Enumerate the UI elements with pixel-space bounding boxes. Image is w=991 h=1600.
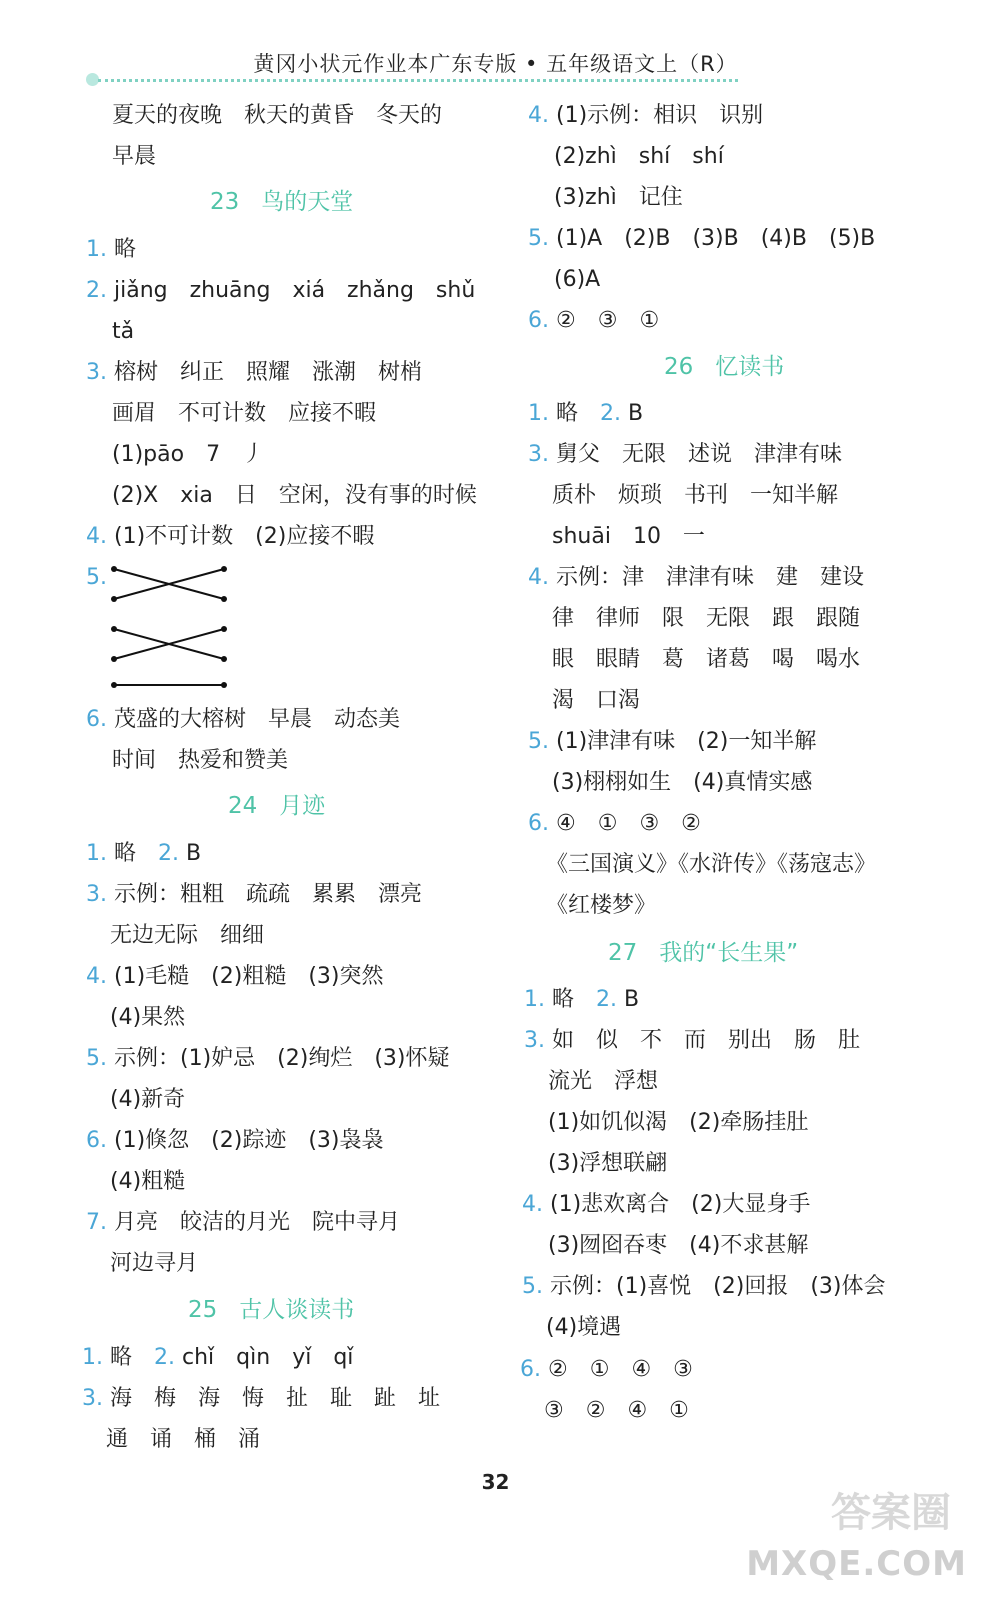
answer-line: shuāi 10 一 <box>552 524 705 549</box>
answer-text: ② ① ④ ③ <box>548 1357 693 1382</box>
answer-line <box>520 1355 693 1385</box>
question-number: 1. <box>86 237 107 262</box>
question-number: 6. <box>86 707 107 732</box>
section-number: 26 <box>664 354 694 380</box>
answer-line <box>86 235 136 265</box>
answer-line <box>86 880 422 910</box>
answer-line <box>86 563 107 593</box>
question-number: 5. <box>528 226 549 251</box>
answer-line <box>86 962 384 992</box>
section-number: 24 <box>228 793 258 819</box>
answer-line <box>528 224 875 254</box>
answer-line <box>82 1343 353 1373</box>
answer-line: (1)pāo 7 丿 <box>112 442 265 467</box>
answer-line <box>86 358 422 388</box>
answer-text: B <box>186 841 202 866</box>
match-dot <box>221 596 227 602</box>
answer-line: 律 律师 限 无限 跟 跟随 <box>552 606 861 631</box>
answer-text: 略 <box>114 237 137 262</box>
section-heading-27 <box>608 938 798 968</box>
match-dot <box>111 656 117 662</box>
answer-line: 流光 浮想 <box>548 1069 659 1094</box>
answer-text: (1)津津有味 (2)一知半解 <box>556 729 817 754</box>
question-number: 1. <box>528 401 549 426</box>
answer-line: ③ ② ④ ① <box>544 1398 689 1423</box>
answer-line <box>86 1126 384 1156</box>
answer-text: ④ ① ③ ② <box>556 811 701 836</box>
answer-text: 茂盛的大榕树 早晨 动态美 <box>114 707 401 732</box>
answer-line: (3)浮想联翩 <box>548 1151 668 1176</box>
question-number: 2. <box>600 401 622 426</box>
answer-line: (4)果然 <box>110 1005 186 1030</box>
answer-text: B <box>624 987 640 1012</box>
question-number: 1. <box>82 1345 103 1370</box>
answer-line: 时间 热爱和赞美 <box>112 748 289 773</box>
answer-text: chǐ qìn yǐ qǐ <box>182 1345 354 1370</box>
match-dot <box>221 566 227 572</box>
answer-text: 海 梅 海 悔 扯 耻 趾 址 <box>110 1386 441 1411</box>
answer-line <box>522 1190 810 1220</box>
section-heading-25 <box>188 1295 354 1325</box>
answer-text: 略 <box>110 1345 155 1370</box>
section-title: 古人谈读书 <box>239 1297 355 1323</box>
section-number: 25 <box>188 1297 218 1323</box>
answer-text: 舅父 无限 述说 津津有味 <box>556 442 843 467</box>
section-heading-23 <box>210 187 353 217</box>
question-number: 6. <box>528 811 549 836</box>
answer-text: 月亮 皎洁的月光 院中寻月 <box>114 1210 401 1235</box>
answer-line <box>86 839 201 869</box>
question-number: 1. <box>524 987 545 1012</box>
answer-line <box>528 809 701 839</box>
answer-line: (4)新奇 <box>110 1087 186 1112</box>
question-number: 6. <box>520 1357 541 1382</box>
answer-text: 略 <box>552 987 597 1012</box>
answer-line: (3)zhì 记住 <box>554 185 683 210</box>
answer-line <box>86 1044 450 1074</box>
match-dot <box>221 656 227 662</box>
section-title: 鸟的天堂 <box>261 189 354 215</box>
question-number: 4. <box>528 565 549 590</box>
question-number: 4. <box>522 1192 543 1217</box>
question-number: 2. <box>86 278 107 303</box>
answer-text: 如 似 不 而 别出 肠 肚 <box>552 1028 861 1053</box>
answer-text: (1)倏忽 (2)踪迹 (3)袅袅 <box>114 1128 384 1153</box>
answer-line: (1)如饥似渴 (2)牵肠挂肚 <box>548 1110 809 1135</box>
page-number: 32 <box>481 1470 510 1494</box>
answer-line <box>528 306 659 336</box>
answer-line: 通 诵 桶 涌 <box>106 1427 261 1452</box>
answer-line <box>528 101 763 131</box>
answer-line: 夏天的夜晚 秋天的黄昏 冬天的 <box>112 103 443 128</box>
answer-text: 略 <box>114 841 159 866</box>
answer-line <box>86 705 400 735</box>
answer-line <box>82 1384 440 1414</box>
question-number: 3. <box>86 360 107 385</box>
answer-line <box>528 399 643 429</box>
section-heading-26 <box>664 352 784 382</box>
answer-line: (2)zhì shí shí <box>554 144 724 169</box>
question-number: 6. <box>86 1128 107 1153</box>
answer-line <box>86 522 374 552</box>
answer-text: ② ③ ① <box>556 308 660 333</box>
section-number: 27 <box>608 940 638 966</box>
question-number: 1. <box>86 841 107 866</box>
question-number: 3. <box>528 442 549 467</box>
answer-line <box>528 440 842 470</box>
question-number: 2. <box>154 1345 176 1370</box>
answer-line: tǎ <box>112 319 135 344</box>
watermark-text: MXQE.COM <box>746 1544 967 1584</box>
question-number: 6. <box>528 308 549 333</box>
answer-line: 质朴 烦琐 书刊 一知半解 <box>552 483 839 508</box>
answer-line: (3)栩栩如生 (4)真情实感 <box>552 770 813 795</box>
header-dotted-rule <box>98 79 738 82</box>
answer-text: 榕树 纠正 照耀 涨潮 树梢 <box>114 360 423 385</box>
answer-line <box>522 1272 886 1302</box>
answer-line: 眼 眼睛 葛 诸葛 喝 喝水 <box>552 647 861 672</box>
section-title: 月迹 <box>279 793 326 819</box>
question-number: 5. <box>86 1046 107 1071</box>
answer-line: 渴 口渴 <box>552 688 641 713</box>
question-number: 2. <box>596 987 618 1012</box>
question-number: 5. <box>522 1274 543 1299</box>
answer-line: (6)A <box>554 267 601 292</box>
watermark-logo: 答案圈 <box>831 1490 951 1536</box>
match-dot <box>111 596 117 602</box>
answer-text: 略 <box>556 401 601 426</box>
matching-lines-diagram <box>108 563 232 697</box>
answer-line: 早晨 <box>112 144 157 169</box>
answer-text: (1)不可计数 (2)应接不暇 <box>114 524 375 549</box>
answer-line: 无边无际 细细 <box>110 923 265 948</box>
answer-line <box>524 985 639 1015</box>
question-number: 3. <box>82 1386 103 1411</box>
answer-text: (1)A (2)B (3)B (4)B (5)B <box>556 226 876 251</box>
answer-text: (1)示例：相识 识别 <box>556 103 764 128</box>
match-dot <box>111 682 117 688</box>
answer-text: (1)毛糙 (2)粗糙 (3)突然 <box>114 964 384 989</box>
answer-line <box>86 1208 400 1238</box>
match-dot <box>221 626 227 632</box>
question-number: 3. <box>524 1028 545 1053</box>
answer-line: (3)囫囵吞枣 (4)不求甚解 <box>548 1233 809 1258</box>
match-dot <box>221 682 227 688</box>
answer-line: (2)X xia 日 空闲，没有事的时候 <box>112 483 477 508</box>
section-title: 我的“长生果” <box>659 940 799 966</box>
answer-line: 《红楼梦》 <box>546 893 657 918</box>
answer-line <box>528 563 864 593</box>
answer-text: 示例：(1)妒忌 (2)绚烂 (3)怀疑 <box>114 1046 450 1071</box>
question-number: 4. <box>528 103 549 128</box>
answer-text: (1)悲欢离合 (2)大显身手 <box>550 1192 811 1217</box>
answer-text: 示例：津 津津有味 建 建设 <box>556 565 865 590</box>
section-heading-24 <box>228 791 325 821</box>
match-dot <box>111 626 117 632</box>
question-number: 4. <box>86 524 107 549</box>
answer-text: 示例：(1)喜悦 (2)回报 (3)体会 <box>550 1274 886 1299</box>
answer-text: B <box>628 401 644 426</box>
answer-text: 示例：粗粗 疏疏 累累 漂亮 <box>114 882 423 907</box>
answer-line <box>528 727 816 757</box>
answer-line: 《三国演义》《水浒传》《荡寇志》 <box>546 852 877 877</box>
question-number: 7. <box>86 1210 107 1235</box>
section-number: 23 <box>210 189 240 215</box>
answer-line: (4)粗糙 <box>110 1169 186 1194</box>
match-dot <box>111 566 117 572</box>
section-title: 忆读书 <box>715 354 785 380</box>
answer-line: 河边寻月 <box>110 1251 199 1276</box>
question-number: 5. <box>86 565 107 590</box>
answer-text: jiǎng zhuāng xiá zhǎng shǔ <box>114 278 476 303</box>
question-number: 2. <box>158 841 180 866</box>
question-number: 3. <box>86 882 107 907</box>
page-header-title: 黄冈小状元作业本广东专版 • 五年级语文上（R） <box>253 52 738 76</box>
answer-line: (4)境遇 <box>546 1315 622 1340</box>
question-number: 4. <box>86 964 107 989</box>
answer-line: 画眉 不可计数 应接不暇 <box>112 401 377 426</box>
question-number: 5. <box>528 729 549 754</box>
answer-line <box>86 276 475 306</box>
answer-line <box>524 1026 860 1056</box>
